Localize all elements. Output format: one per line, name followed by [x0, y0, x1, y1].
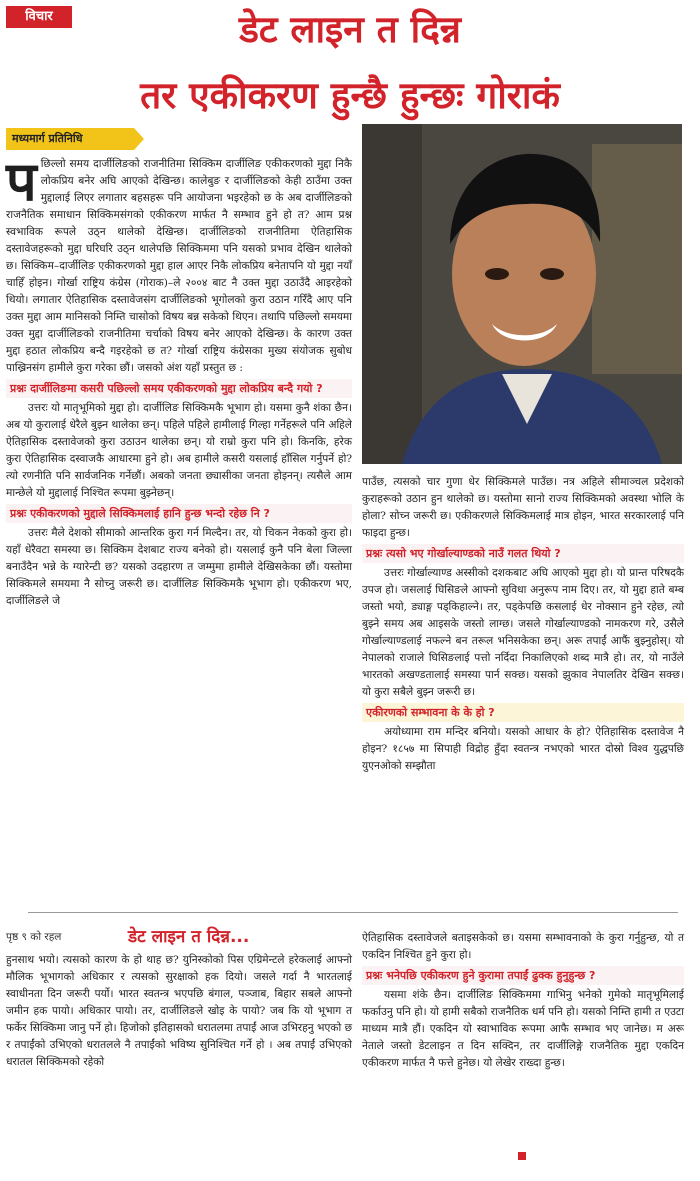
end-mark — [518, 1152, 526, 1160]
continuation-note: पृष्ठ ९ को रहल — [6, 931, 62, 943]
portrait-illustration — [362, 124, 682, 464]
continuation-left-column — [6, 952, 352, 1071]
intro-text: छिल्लो समय दार्जीलिङको राजनीतिमा सिक्किम दार्जीलिङ एकीकरणको मुद्दा निकै लोकप्रिय बनेर अघि आएको देखिन्छ। कालेबुङ र दार्जीलिङको केही ठाउँमा उक्त मुद्दालाई लिएर लगातार बहसहरू पनि आयोजना भइरहेको छ के अब दार्जीलिङको राजनैतिक समाधान सिक्किमसंगको एकीकरण मार्फत नै सम्भाव हुने हो त? आम प्रश्न स्वभाविक रूपले उठ्न थालेको देखिन्छ। दार्जीलिङको राजनीतिमा ऐतिहासिक दस्तावेजहरूको मुद्दा घरिघरि उठ्न थालेपछि सिक्किममा पनि यसको प्रभाव देखिन थालेको छ। सिक्किम–दार्जीलिङ एकीकरणको मुद्दा हाल आएर निकै लोकप्रिय बनेतापनि यो मुद्दा नयाँ चाहिँ होइन। गोर्खा राष्ट्रिय कंग्रेस (गोराक)–ले २००४ बाट नै उक्त मुद्दा उठाउँदै आइरहेको थियो। लगातार ऐतिहासिक दस्तावेजसंग दार्जीलिङको भूगोलको कुरा उठान गरिँदै आए पनि उक्त मुद्दा आम मानिसको निम्ति चासोको विषय बन्न सकेको थिएन। तथापि पछिल्लो समयमा उक्त मुद्दा दार्जीलिङको राजनीतिमा चर्चाको विषय बनेर आएको देखिन्छ। के कारण उक्त मुद्दा हठात लोकप्रिय बन्दै गइरहेको छ त? गोर्खा राष्ट्रिय कंग्रेसका मुख्य संयोजक सुबोध पाख्रिनसंग हामीले कुरा गरेका छौं। जसको अंश यहाँ प्रस्तुत छ : — [6, 158, 352, 374]
question-3: प्रश्नः त्यसो भए गोर्खाल्याण्डको नाउँ गलत थियो ? — [362, 544, 684, 563]
question-2: प्रश्नः एकीकरणको मुद्दाले सिक्किमलाई हानि हुन्छ भन्दो रहेछ नि ? — [6, 504, 352, 523]
left-column — [6, 150, 352, 610]
answer-3: उत्तरः गोर्खाल्याण्ड अस्सीको दशकबाट अघि आएको मुद्दा हो। यो प्रान्त परिषदकै उपज हो। जसलाई घिसिङले आफ्नो सुविधा अनुरूप नाम दिए। तर, यो मुद्दा हाते बम्ब जस्तो भयो, ड्याङ्ग पड्किहाल्ने। तर, पड्केपछि कसलाई धेर नोक्सान हुने रहेछ, त्यो बुझ्ने समय अब आइसके जस्तो लाग्छ। जसले गोर्खाल्याण्डको नामकरण गरे, उसैले गोर्खाल्याण्डलाई नफल्ने बन तरूल भनिसकेका छन्। अरू तपाईं आफैं बुझ्नुहोस्। यो नेपालको राजाले घिसिङलाई पत्तो नर्दिदा निकालिएको शब्द मात्रै हो। तर, यो नाउँले भारतको अखण्डतालाई समस्या पार्न सक्छ। यसको झुकाव नेपालतिर देखिन सक्छ। यो कुरा सबैले बुझ्न जरूरी छ। — [362, 567, 684, 698]
byline: मध्यमार्ग प्रतिनिधि — [6, 128, 134, 150]
headline-line-2: तर एकीकरण हुन्छै हुन्छः गोराकं — [140, 74, 560, 117]
answer-2: उत्तरः मैले देशको सीमाको आन्तरिक कुरा गर्न मिल्दैन। तर, यो चिकन नेकको कुरा हो। यहाँ धेरैवटा समस्या छ। सिक्किम देशबाट राज्य बनेको हो। यसलाई कुनै पनि बेला जिल्ला बनाउँदैन भन्ने के ग्यारेन्टी छ? यसको उदहारण त जम्मुमा हामीले देखिसकेका छौं। यस्तोमा सिक्किमले समयमा नै सोच्नु जरूरी छ। दार्जीलिङ सिक्किमकै भूभाग हो। एकीकरण भए, दार्जीलिङले जे — [6, 527, 352, 607]
headline-line-1: डेट लाइन त दिन्न — [239, 8, 461, 51]
answer-1: उत्तरः यो मातृभूमिको मुद्दा हो। दार्जीलिङ सिक्किमकै भूभाग हो। यसमा कुनै शंका छैन। अब यो कुरालाई धेरैले बुझ्न थालेका छन्। पहिले पहिले हामीलाई गिल्हा गर्नेहरूले पनि अहिले ऐतिहासिक दस्तावेजको कुरा उठाउन थालेका छन्। यो राम्रो कुरा पनि हो। किनकि, हरेक कुरा ऐतिहासिक दस्वाजकै आधारमा हुने हो। अब हामीले कसरी यसलाई हाँसिल गर्नुपर्ने हो? त्यो रणनीति पनि सार्वजनिक गर्नेछौं। अबको जनता छ्यासीका जनता होइनन्। त्यसैले आम मान्छेले यो मुद्दालाई निश्चित रूपमा बुझ्नेछन्। — [6, 402, 352, 499]
continuation-left-text: हुनसाथ भयो। त्यसको कारण के हो थाह छ? युनिस्कोको पिस एग्रिमेन्टले हरेकलाई आफ्नो मौलिक भूभागको अधिकार र त्यसको सुरक्षाको हक दियो। जसले गर्दा नै भारतलाई स्वाधीनता दिन जरूरी पर्यो। भारत स्वतन्त्र भएपछि बंगाल, पञ्जाब, बिहार सबले आफ्नो जमीन हक पायो। अधिकार पायो। तर, दार्जीलिङले खोइ के पायो? जब कि यो भूभाग त फर्केर सिक्किमा जानु पर्ने हो। हिजोको इतिहासको धरातलमा तपाईं आज उभिरहनु भएको छ र तपाईंको उभिएको धरातलले नै तपाईंको भविष्य सुनिश्चित गर्ने हो । अब तपाईं उभिएको धरातल सिक्किमको रहेको — [6, 954, 352, 1068]
intro-paragraph — [6, 150, 352, 377]
section-tag: विचार — [6, 6, 72, 28]
answer-4: अयोध्यामा राम मन्दिर बनियो। यसको आधार के हो? ऐतिहासिक दस्तावेज नै होइन? १८५७ मा सिपाही विद्रोह हुँदा स्वतन्त्र नभएको भारत दोस्रो विश्व युद्धपछि युएनओको सम्झौता — [362, 726, 684, 772]
continuation-right-column — [362, 930, 684, 1072]
answer-5: यसमा शंके छैन। दार्जीलिङ सिक्किममा गाभिनु भनेको गुमेको मातृभूमिलाई फर्काउनु पनि हो। यो हामी सबैको राजनैतिक धर्म पनि हो। यसको निम्ति हामी त एउटा माध्यम मात्रै हौं। एकदिन यो स्वाभाविक रूपमा आफै सम्भाव भए जानेछ। म अरू नेताले जस्तो डेटलाइन त दिन सक्दिन, तर दार्जीलिङ्गे राजनैतिक मुद्दा एकदिन एकीकरण मार्फत नै फत्ते हुनेछ। यो लेखेर राख्दा हुन्छ। — [362, 989, 684, 1069]
drop-cap: प — [6, 150, 37, 213]
question-4: एकीरणको सम्भावना के के हो ? — [362, 703, 684, 722]
portrait-photo — [362, 124, 682, 464]
continuation-title: डेट लाइन त दिन्न... — [128, 927, 250, 947]
question-1: प्रश्नः दार्जीलिङमा कसरी पछिल्लो समय एकीकरणको मुद्दा लोकप्रिय बन्दै गयो ? — [6, 379, 352, 398]
section-divider — [28, 912, 678, 913]
answer-2-continued: पाउँछ, त्यसको चार गुणा धेर सिक्किमले पाउँछ। नत्र अहिले सीमाञ्चल प्रदेशको कुराहरूको उठान हुन थालेको छ। यस्तोमा सानो राज्य सिक्किमको अवस्था भोलि के होला? सोच्न जरूरी छ। एकीकरणले सिक्किमलाई मात्र होइन, भारत सरकारलाई पनि फाइदा हुन्छ। — [362, 476, 684, 539]
question-5: प्रश्नः भनेपछि एकीकरण हुने कुरामा तपाईं ढुक्क हुनुहुन्छ ? — [362, 966, 684, 985]
continuation-right-text: ऐतिहासिक दस्तावेजले बताइसकेको छ। यसमा सम्भावनाको के कुरा गर्नुहुन्छ, यो त एकदिन निश्चित हुने कुरा हो। — [362, 932, 684, 961]
right-column — [362, 474, 684, 775]
